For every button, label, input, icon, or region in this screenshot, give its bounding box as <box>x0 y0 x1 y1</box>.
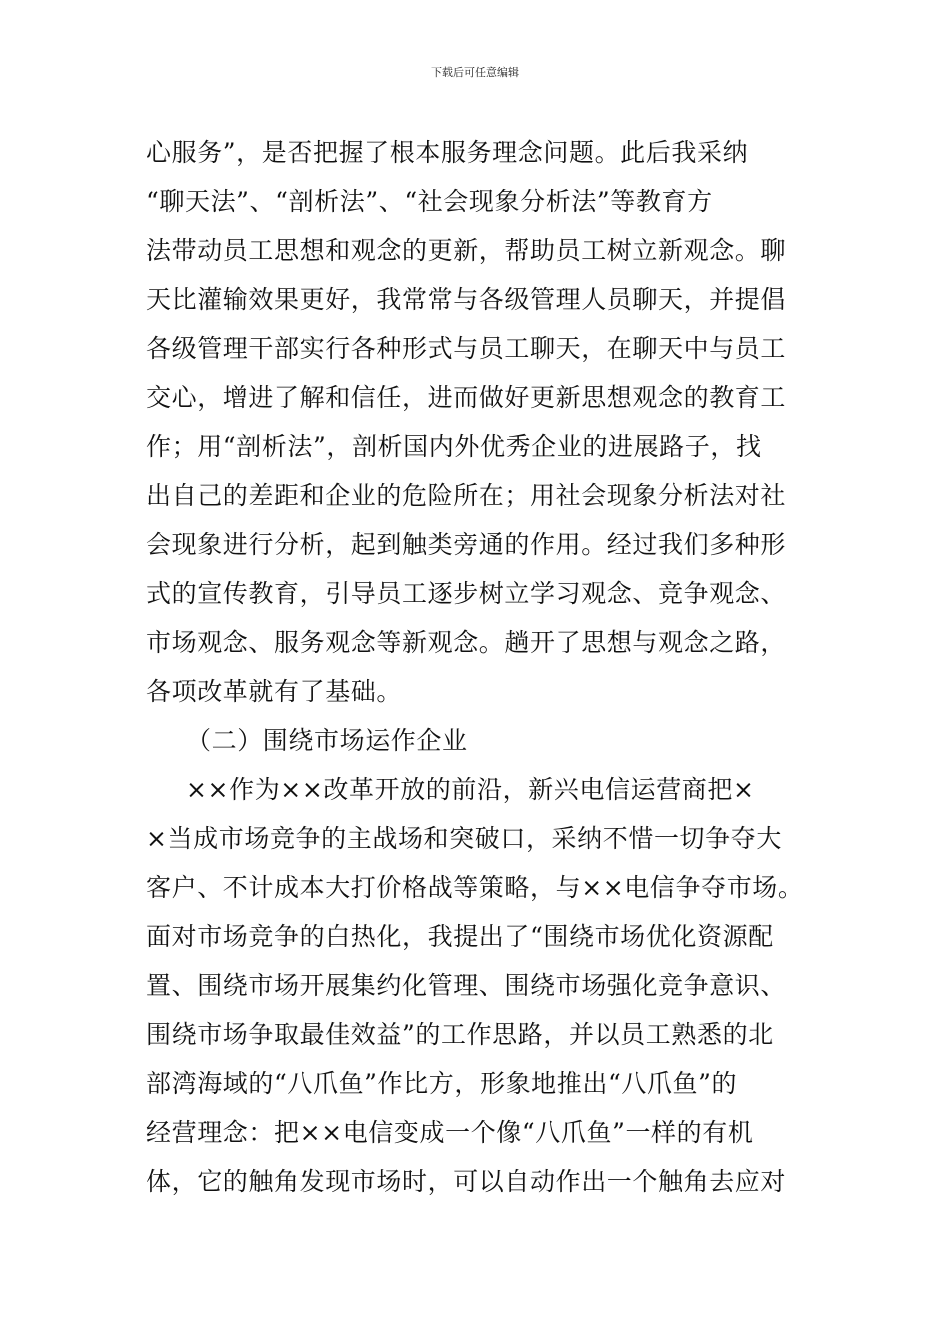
text-line: 心服务”，是否把握了根本服务理念问题。此后我采纳 <box>146 138 749 167</box>
text-line: 部湾海域的“八爪鱼”作比方，形象地推出“八爪鱼”的 <box>146 1069 738 1098</box>
paragraph-first-line: （二）围绕市场运作企业 <box>186 726 468 755</box>
text-line: 体，它的触角发现市场时，可以自动作出一个触角去应对 <box>146 1167 787 1196</box>
text-line: 天比灌输效果更好，我常常与各级管理人员聊天，并提倡 <box>146 285 787 314</box>
text-line: 客户、不计成本大打价格战等策略，与××电信争夺市场。 <box>146 873 804 902</box>
text-line: 作；用“剖析法”，剖析国内外优秀企业的进展路子，找 <box>146 432 762 461</box>
text-line: 交心，增进了解和信任，进而做好更新思想观念的教育工 <box>146 383 787 412</box>
text-line: 各项改革就有了基础。 <box>146 677 403 706</box>
text-line: 围绕市场争取最佳效益”的工作思路，并以员工熟悉的北 <box>146 1020 774 1049</box>
text-line: 法带动员工思想和观念的更新，帮助员工树立新观念。聊 <box>146 236 787 265</box>
text-line: 式的宣传教育，引导员工逐步树立学习观念、竞争观念、 <box>146 579 787 608</box>
text-line: 面对市场竞争的白热化，我提出了“围绕市场优化资源配 <box>146 922 774 951</box>
text-line: 经营理念：把××电信变成一个像“八爪鱼”一样的有机 <box>146 1118 754 1147</box>
text-line: 会现象进行分析，起到触类旁通的作用。经过我们多种形 <box>146 530 787 559</box>
document-body <box>146 128 826 1206</box>
text-line: 置、围绕市场开展集约化管理、围绕市场强化竞争意识、 <box>146 971 787 1000</box>
text-line: 各级管理干部实行各种形式与员工聊天，在聊天中与员工 <box>146 334 787 363</box>
page-header: 下载后可任意编辑 <box>431 66 519 79</box>
paragraph-first-line: ××作为××改革开放的前沿，新兴电信运营商把× <box>186 775 755 804</box>
text-line: ×当成市场竞争的主战场和突破口，采纳不惜一切争夺大 <box>146 824 782 853</box>
text-line: “聊天法”、“剖析法”、“社会现象分析法”等教育方 <box>146 187 713 216</box>
text-line: 出自己的差距和企业的危险所在；用社会现象分析法对社 <box>146 481 787 510</box>
text-line: 市场观念、服务观念等新观念。趟开了思想与观念之路， <box>146 628 787 657</box>
